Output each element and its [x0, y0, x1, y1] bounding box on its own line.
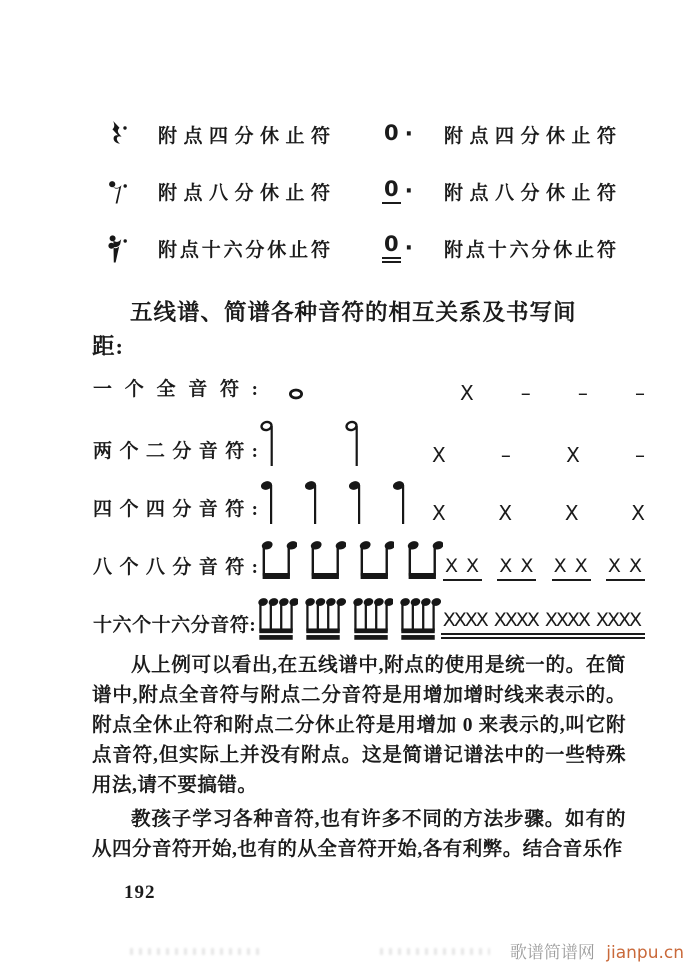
row-label: 十六个十六分音符: [93, 615, 256, 636]
row-label: 两个二分音符: [93, 441, 258, 462]
augmentation-dot: · [404, 122, 413, 147]
table-row-sixteenth-notes [93, 584, 645, 642]
beamed-eighth-pair-icon [258, 538, 297, 584]
jianpu-beat: X [566, 443, 580, 467]
jianpu-beat: X [631, 501, 645, 525]
jianpu-beat: – [634, 381, 645, 405]
staff-notation-cell [256, 596, 441, 642]
body-text [92, 651, 626, 869]
row-label: 一个全音符: [93, 379, 258, 400]
jianpu-beat: X [432, 501, 446, 525]
augmentation-dot: · [404, 179, 413, 204]
jianpu-dotted-eighth-rest [382, 179, 436, 204]
note-comparison-table [93, 366, 645, 642]
jianpu-beat-group: X X [606, 557, 645, 581]
rest-label: 附点八分休止符 [444, 183, 616, 204]
staff-notation-cell [258, 420, 432, 468]
heading-line-2: 距: [92, 334, 124, 359]
table-row [108, 220, 616, 277]
beamed-sixteenth-group-icon [398, 596, 441, 642]
watermark-site-name: 歌谱简谱网 [509, 943, 595, 963]
quarter-note-icon [260, 480, 274, 526]
quarter-note-icon [392, 480, 406, 526]
rest-label: 附点四分休止符 [444, 126, 616, 147]
watermark [510, 938, 684, 963]
jianpu-dotted-sixteenth-rest [382, 234, 436, 263]
jianpu-beat: X [460, 381, 474, 405]
quarter-note-icon [304, 480, 318, 526]
heading-line-1: 五线谱、简谱各种音符的相互关系及书写间 [130, 300, 577, 325]
beamed-eighth-pair-icon [356, 538, 395, 584]
scan-artifact [130, 948, 260, 955]
staff-notation-cell [258, 388, 460, 406]
table-row [108, 163, 616, 220]
beamed-eighth-pair-icon [404, 538, 443, 584]
dotted-sixteenth-rest-icon [108, 233, 158, 265]
jianpu-zero: 0 [382, 234, 401, 263]
augmentation-dot: · [404, 236, 413, 261]
page-number: 192 [124, 882, 156, 903]
jianpu-notation-cell [441, 611, 645, 642]
jianpu-beat-group: XXXX [492, 611, 543, 639]
watermark-site-url: jianpu.cn [606, 943, 684, 963]
jianpu-notation-cell [443, 557, 645, 584]
staff-notation-cell [258, 538, 443, 584]
beamed-eighth-pair-icon [307, 538, 346, 584]
section-heading [92, 296, 637, 364]
scan-artifact [380, 948, 490, 955]
beamed-sixteenth-group-icon [256, 596, 299, 642]
jianpu-zero: 0 [384, 121, 399, 145]
jianpu-beat-group: X X [497, 557, 536, 581]
jianpu-beat: X [432, 443, 446, 467]
rest-label: 附点八分休止符 [158, 183, 330, 204]
half-note-icon [260, 420, 275, 468]
jianpu-notation-cell [432, 503, 645, 526]
jianpu-beat-group: X X [552, 557, 591, 581]
jianpu-beat-group: XXXX [441, 611, 492, 639]
table-row-half-notes [93, 406, 645, 468]
paragraph: 教孩子学习各种音符,也有许多不同的方法步骤。如有的从四分音符开始,也有的从全音符开始,各有利弊。结合音乐作 [92, 809, 626, 860]
paragraph: 从上例可以看出,在五线谱中,附点的使用是统一的。在简谱中,附点全音符与附点二分音符是用增加增时线来表示的。附点全休止符和附点二分休止符是用增加 0 来表示的,叫它附点音符,但实际上并没有附点。这是简谱记谱法中的一些特殊用法,请不要搞错。 [92, 655, 626, 796]
staff-notation-cell [258, 480, 432, 526]
jianpu-beat: X [498, 501, 513, 525]
table-row-quarter-notes [93, 468, 645, 526]
half-note-icon [345, 420, 360, 468]
beamed-sixteenth-group-icon [303, 596, 346, 642]
jianpu-beat: – [520, 381, 531, 405]
jianpu-beat-group: XXXX [594, 611, 645, 639]
beamed-sixteenth-group-icon [351, 596, 394, 642]
jianpu-zero: 0 [382, 179, 401, 204]
rest-label: 附点四分休止符 [158, 126, 330, 147]
quarter-note-icon [348, 480, 362, 526]
jianpu-dotted-quarter-rest [382, 122, 436, 147]
row-label: 八个八分音符: [93, 557, 258, 578]
dotted-eighth-rest-icon [108, 177, 158, 207]
jianpu-beat: X [564, 501, 579, 525]
jianpu-beat: – [577, 381, 588, 405]
table-row-whole-note [93, 366, 645, 406]
jianpu-beat: – [500, 443, 511, 467]
jianpu-beat-group: X X [443, 557, 482, 581]
jianpu-beat: – [634, 443, 645, 467]
rest-label: 附点十六分休止符 [158, 240, 330, 261]
whole-note-icon [288, 388, 304, 400]
rest-label: 附点十六分休止符 [444, 240, 616, 261]
jianpu-notation-cell [432, 445, 645, 468]
jianpu-beat-group: XXXX [543, 611, 594, 639]
dotted-quarter-rest-icon [108, 120, 158, 150]
table-row [108, 106, 616, 163]
row-label: 四个四分音符: [93, 499, 258, 520]
dotted-rest-table [108, 106, 616, 277]
table-row-eighth-notes [93, 526, 645, 584]
jianpu-notation-cell [460, 383, 645, 406]
